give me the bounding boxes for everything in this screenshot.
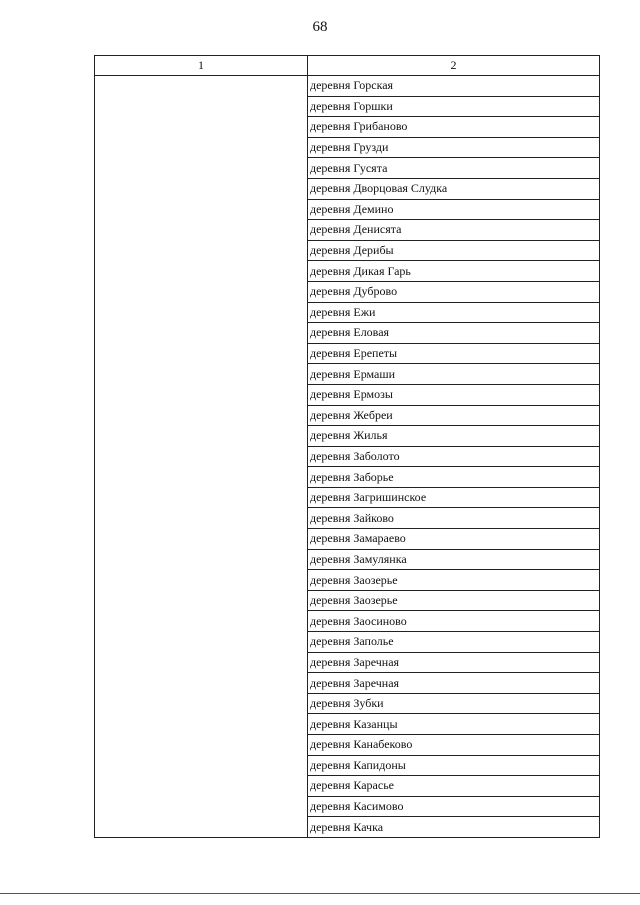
settlement-name-cell: деревня Заозерье: [308, 570, 600, 591]
table-header-row: [95, 56, 600, 76]
settlement-name-cell: деревня Дерибы: [308, 240, 600, 261]
settlement-name-cell: деревня Карасье: [308, 776, 600, 797]
settlement-name-cell: деревня Заречная: [308, 673, 600, 694]
page-number: 68: [312, 19, 328, 35]
settlement-name-cell: деревня Жебреи: [308, 405, 600, 426]
settlement-name-cell: деревня Зубки: [308, 693, 600, 714]
column-header-1: 1: [95, 56, 308, 76]
settlement-name-cell: деревня Демино: [308, 199, 600, 220]
settlement-name-cell: деревня Грузди: [308, 137, 600, 158]
settlement-name-cell: деревня Заозерье: [308, 590, 600, 611]
settlement-name-cell: деревня Заречная: [308, 652, 600, 673]
settlement-name-cell: деревня Грибаново: [308, 117, 600, 138]
settlement-name-cell: деревня Ерепеты: [308, 343, 600, 364]
settlement-name-cell: деревня Жилья: [308, 426, 600, 447]
settlement-name-cell: деревня Заборье: [308, 467, 600, 488]
settlement-name-cell: деревня Заосиново: [308, 611, 600, 632]
settlement-name-cell: деревня Дикая Гарь: [308, 261, 600, 282]
settlement-name-cell: деревня Дворцовая Слудка: [308, 178, 600, 199]
settlement-name-cell: деревня Ермаши: [308, 364, 600, 385]
settlement-name-cell: деревня Качка: [308, 817, 600, 838]
settlement-name-cell: деревня Денисята: [308, 220, 600, 241]
settlement-name-cell: деревня Еловая: [308, 323, 600, 344]
scan-edge-line: [0, 893, 640, 894]
settlement-name-cell: деревня Зайково: [308, 508, 600, 529]
settlement-name-cell: деревня Заполье: [308, 632, 600, 653]
settlement-name-cell: деревня Касимово: [308, 796, 600, 817]
settlement-name-cell: деревня Ермозы: [308, 384, 600, 405]
settlement-name-cell: деревня Ежи: [308, 302, 600, 323]
settlement-name-cell: деревня Замулянка: [308, 549, 600, 570]
settlement-name-cell: деревня Гусята: [308, 158, 600, 179]
settlement-name-cell: деревня Горшки: [308, 96, 600, 117]
settlement-name-cell: деревня Дуброво: [308, 281, 600, 302]
table-row: [95, 76, 600, 97]
column-header-2: 2: [308, 56, 600, 76]
settlement-name-cell: деревня Замараево: [308, 529, 600, 550]
settlement-name-cell: деревня Капидоны: [308, 755, 600, 776]
settlement-name-cell: деревня Казанцы: [308, 714, 600, 735]
settlement-name-cell: деревня Загришинское: [308, 487, 600, 508]
settlement-name-cell: деревня Канабеково: [308, 735, 600, 756]
settlement-name-cell: деревня Горская: [308, 76, 600, 97]
settlements-table: [94, 55, 600, 838]
column-1-merged-cell: [95, 76, 308, 838]
table-body: [95, 76, 600, 838]
settlement-name-cell: деревня Заболото: [308, 446, 600, 467]
